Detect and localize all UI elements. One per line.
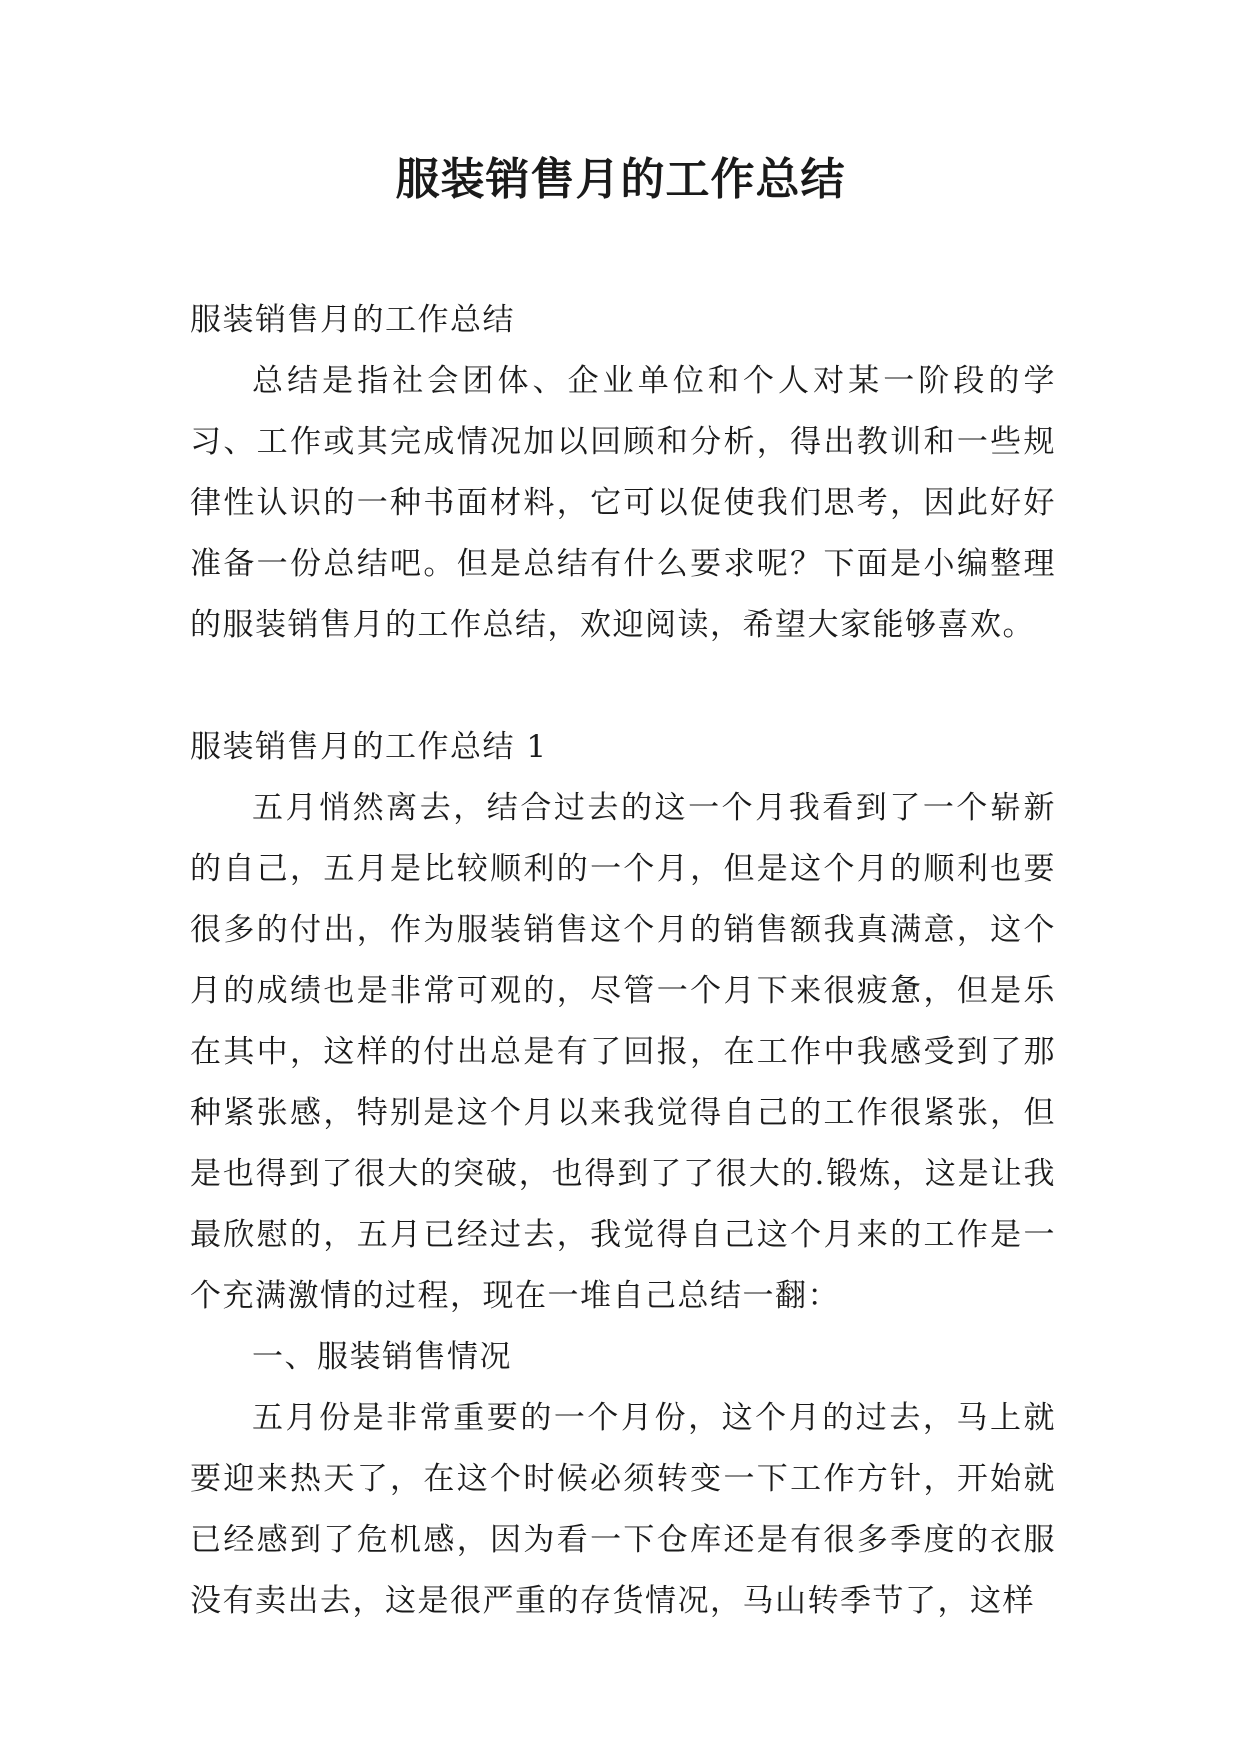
document-body xyxy=(190,290,1056,1632)
sales-subheading: 一、服装销售情况 xyxy=(252,1339,512,1375)
section-1-heading: 服装销售月的工作总结 1 xyxy=(190,729,548,765)
paragraph-spacer xyxy=(190,656,1056,717)
intro-paragraph: 总结是指社会团体、企业单位和个人对某一阶段的学习、工作或其完成情况加以回顾和分析，得出教训和一些规律性认识的一种书面材料，它可以促使我们思考，因此好好准备一份总结吧。但是总结有什么要求呢？下面是小编整理的服装销售月的工作总结，欢迎阅读，希望大家能够喜欢。 xyxy=(190,363,1056,643)
sales-paragraph: 五月份是非常重要的一个月份，这个月的过去，马上就要迎来热天了，在这个时候必须转变一下工作方针，开始就已经感到了危机感，因为看一下仓库还是有很多季度的衣服没有卖出去，这是很严重的存货情况，马山转季节了，这样 xyxy=(190,1400,1056,1619)
intro-heading: 服装销售月的工作总结 xyxy=(190,302,515,338)
section-1-paragraph: 五月悄然离去，结合过去的这一个月我看到了一个崭新的自己，五月是比较顺利的一个月，但是这个月的顺利也要很多的付出，作为服装销售这个月的销售额我真满意，这个月的成绩也是非常可观的，尽管一个月下来很疲惫，但是乐在其中，这样的付出总是有了回报，在工作中我感受到了那种紧张感，特别是这个月以来我觉得自己的工作很紧张，但是也得到了很大的突破，也得到了了很大的.锻炼，这是让我最欣慰的，五月已经过去，我觉得自己这个月来的工作是一个充满激情的过程，现在一堆自己总结一翻： xyxy=(190,790,1056,1314)
document-title: 服装销售月的工作总结 xyxy=(395,154,846,205)
